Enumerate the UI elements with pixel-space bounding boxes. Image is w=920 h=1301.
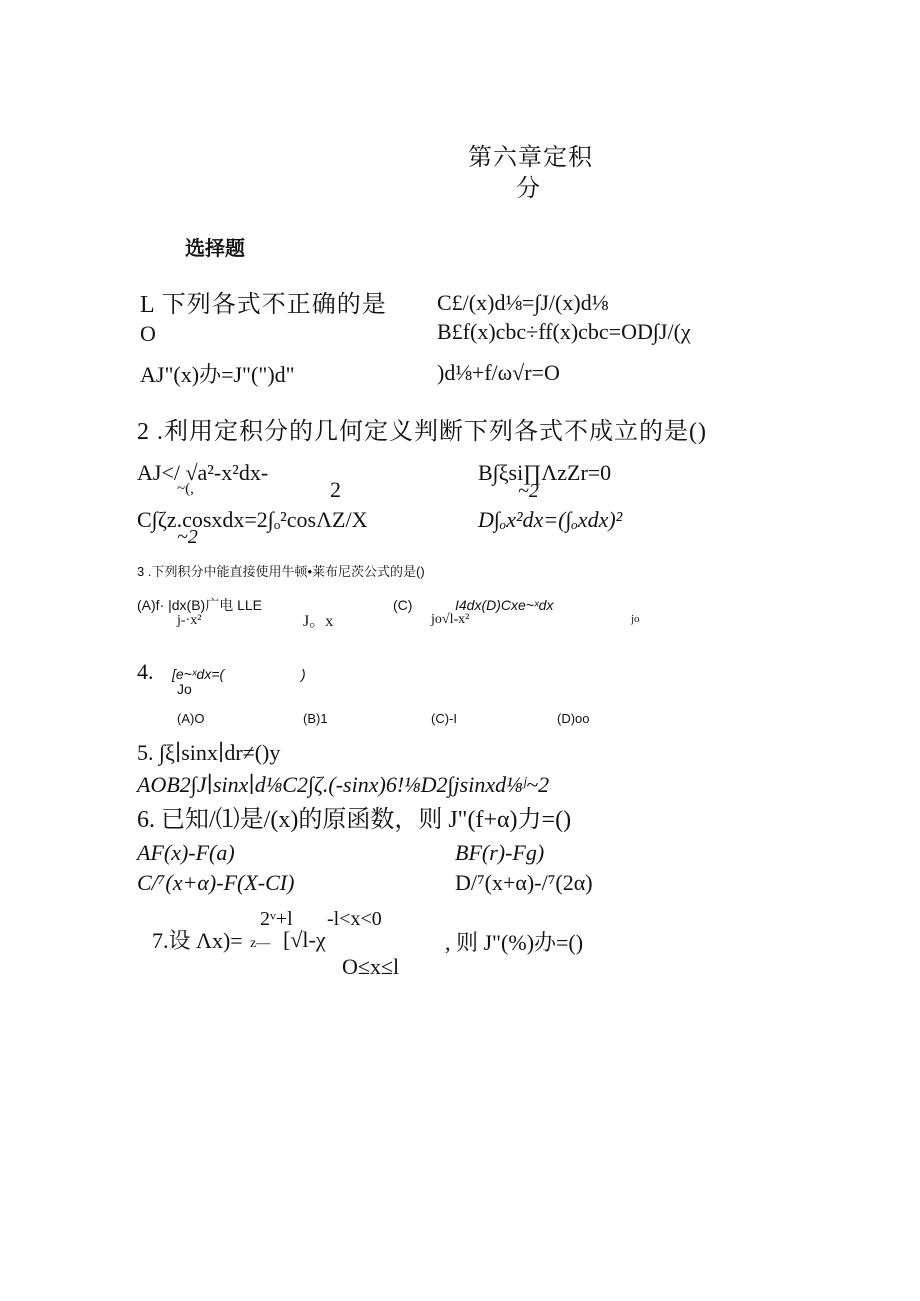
q6-option-d: D/⁷(x+α)-/⁷(2α)	[455, 870, 593, 895]
q7-top-right: -l<x<0	[327, 908, 382, 930]
q3-stem: 3 .下列积分中能直接使用牛顿•莱布尼茨公式的是()	[137, 564, 425, 579]
q7-prefix: 7.设 Λx)=	[152, 928, 243, 953]
q4-option-c: (C)-I	[431, 711, 457, 726]
q1-option-a: AJ"(x)办=J"(")d"	[140, 362, 295, 387]
q2-mid-number: 2	[330, 477, 341, 502]
q4-close-paren: )	[301, 666, 306, 682]
q3-option-c-label: (C)	[393, 597, 413, 613]
q3-option-cd: I4dx(D)Cxe~ˣdx	[455, 597, 554, 613]
q2-option-d: D∫ₒx²dx=(∫ₒxdx)²	[478, 507, 623, 532]
q7-suffix: , 则 J"(%)办=()	[445, 930, 584, 955]
q6-option-c: C/⁷(x+α)-F(X-CI)	[137, 870, 295, 895]
q2-option-a-sub: ~(,	[177, 481, 194, 497]
q7-fraction: z—	[250, 936, 271, 951]
q5-stem: 5. ∫ξ∣sinx∣dr≠()y	[137, 740, 281, 765]
q7-bottom-condition: O≤x≤l	[342, 954, 400, 979]
page-title-cont: 分	[516, 176, 541, 202]
q7-top-left: 2ᵛ+l	[260, 908, 293, 930]
q2-stem: 2 .利用定积分的几何定义判断下列各式不成立的是()	[137, 419, 707, 445]
page-title: 第六章定积	[468, 145, 593, 171]
q6-option-a: AF(x)-F(a)	[137, 840, 235, 865]
q3-end-sub: jo	[631, 613, 640, 625]
q6-option-b: BF(r)-Fg)	[455, 840, 545, 865]
q3-option-ab-sub: j-·x²	[177, 613, 202, 628]
q2-option-c-sub: ~2	[177, 526, 198, 548]
q2-option-b-sub: ~2	[518, 480, 539, 502]
q2-option-a: AJ</ √a²-x²dx-	[137, 460, 269, 485]
q3-mid: J。x	[303, 613, 334, 630]
q1-option-c: C£/(x)d⅛=∫J/(x)d⅛	[437, 290, 609, 315]
section-heading: 选择题	[185, 238, 245, 260]
q7-bracket: [√l-χ	[283, 927, 326, 952]
q1-stem-tail: O	[140, 321, 156, 346]
q6-stem: 6. 已知/⑴是/(x)的原函数，则 J"(f+α)力=()	[137, 807, 572, 833]
q1-option-b: B£f(x)cbc÷ff(x)cbc=OD∫J/(χ	[437, 319, 691, 344]
q1-stem: L 下列各式不正确的是	[140, 292, 387, 318]
q4-option-a: (A)O	[177, 711, 205, 726]
q3-option-ab: (A)f· |dx(B)广电 LLE	[137, 597, 262, 613]
q4-number: 4.	[137, 659, 154, 684]
q3-option-cd-sub: jo√l-x²	[431, 612, 470, 627]
q4-lower-limit: Jo	[177, 681, 192, 697]
q4-option-b: (B)1	[303, 711, 328, 726]
q2-option-b: B∫ξsi∏ΛzZr=0	[478, 460, 612, 485]
q1-option-b-cont: )d⅛+f/ω√r=O	[437, 360, 560, 385]
q4-expression: [e~ˣdx=(	[172, 666, 225, 682]
q4-option-d: (D)oo	[557, 711, 590, 726]
q5-options: AOB2∫J∣sinx∣d⅛C2∫ζ.(-sinx)6!⅛D2∫jsinxd⅛ʲ~2	[137, 772, 550, 797]
q2-option-c: C∫ζz.cosxdx=2∫ₒ²cosΛZ/X	[137, 507, 368, 532]
